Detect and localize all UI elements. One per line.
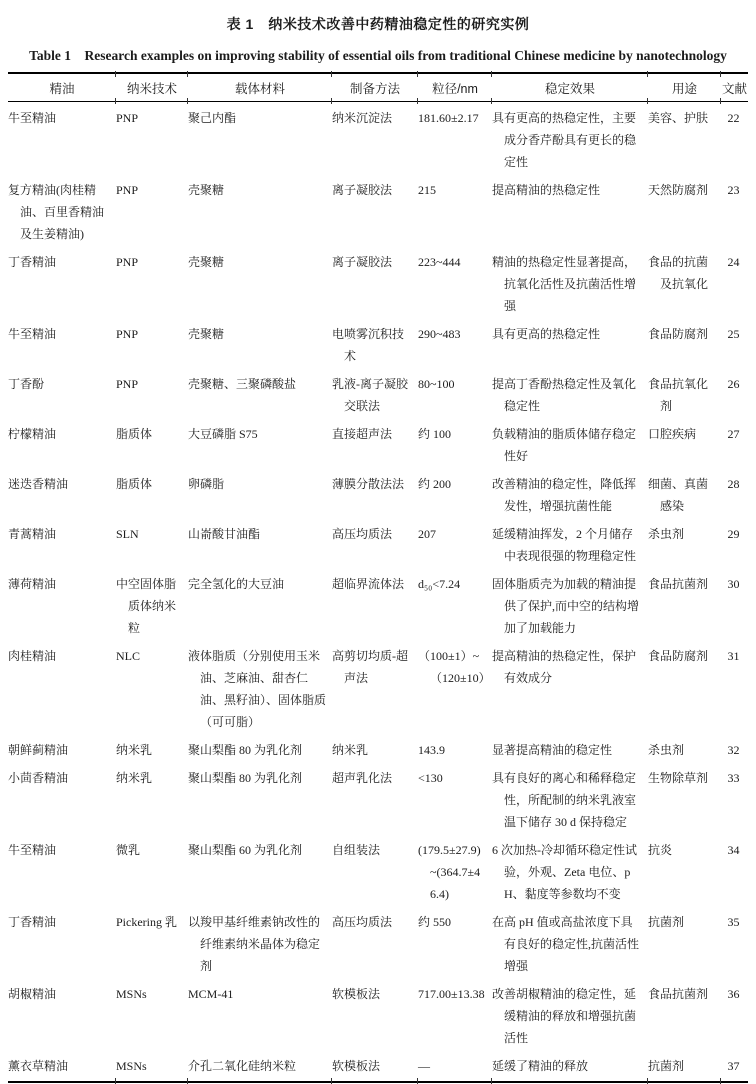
cell-nanotechnology: PNP [116, 183, 139, 197]
cell-nanotechnology: 纳米乳 [116, 743, 153, 757]
cell-reference: 36 [727, 987, 740, 1001]
cell-carrier-material: 壳聚糖 [188, 327, 225, 341]
cell-particle-size: 181.60±2.17 [418, 111, 479, 125]
cell-essential-oil: 迷迭香精油 [8, 477, 69, 491]
table-row [8, 521, 748, 571]
cell-carrier-material: 聚己内酯 [188, 111, 237, 125]
table-row [8, 737, 748, 765]
cell-preparation-method: 高剪切均质-超声法 [332, 649, 408, 685]
col-header-use: 用途 [648, 73, 721, 102]
cell-reference: 35 [727, 915, 740, 929]
cell-carrier-material: MCM-41 [188, 987, 234, 1001]
cell-reference: 34 [727, 843, 740, 857]
cell-use: 天然防腐剂 [648, 183, 709, 197]
cell-nanotechnology: PNP [116, 111, 139, 125]
cell-reference: 30 [727, 577, 740, 591]
cell-nanotechnology: Pickering 乳 [116, 915, 177, 929]
table-row [8, 371, 748, 421]
table-header-row [8, 73, 748, 102]
cell-particle-size: 717.00±13.38 [418, 987, 485, 1001]
cell-stability-effect: 提高精油的热稳定性，保护有效成分 [492, 649, 637, 685]
cell-reference: 37 [721, 1053, 748, 1082]
cell-nanotechnology: MSNs [116, 987, 147, 1001]
table-row [8, 471, 748, 521]
cell-stability-effect: 改善胡椒精油的稳定性，延缓精油的释放和增强抗菌活性 [492, 987, 637, 1045]
cell-particle-size: 约 550 [418, 915, 452, 929]
table-title-en: Table 1 Research examples on improving stability of essential oils from traditional Chinese medicine by nanotechnology [29, 48, 727, 63]
cell-particle-size: 215 [418, 183, 436, 197]
table-row [8, 421, 748, 471]
cell-preparation-method: 离子凝胶法 [332, 183, 393, 197]
cell-particle-size: d₅₀<7.24 [418, 577, 461, 591]
cell-carrier-material: 大豆磷脂 S75 [188, 427, 258, 441]
cell-preparation-method: 软模板法 [332, 987, 381, 1001]
cell-preparation-method: 高压均质法 [332, 915, 393, 929]
cell-carrier-material: 以羧甲基纤维素钠改性的纤维素纳米晶体为稳定剂 [188, 915, 321, 973]
cell-use: 食品的抗菌及抗氧化 [648, 255, 709, 291]
cell-carrier-material: 聚山梨酯 60 为乳化剂 [188, 843, 303, 857]
cell-nanotechnology: 微乳 [116, 843, 141, 857]
research-examples-table [8, 72, 748, 1083]
col-header-nanotechnology: 纳米技术 [116, 73, 188, 102]
cell-carrier-material: 聚山梨酯 80 为乳化剂 [188, 771, 303, 785]
cell-reference: 25 [727, 327, 740, 341]
cell-carrier-material: 介孔二氧化硅纳米粒 [188, 1053, 332, 1082]
col-header-reference: 文献 [721, 73, 748, 102]
cell-nanotechnology: PNP [116, 377, 139, 391]
cell-stability-effect: 负载精油的脂质体储存稳定性好 [492, 427, 637, 463]
cell-use: 食品防腐剂 [648, 327, 709, 341]
table-row [8, 177, 748, 249]
cell-essential-oil: 丁香酚 [8, 377, 45, 391]
table-row [8, 571, 748, 643]
cell-use: 抗菌剂 [648, 915, 685, 929]
cell-particle-size: 290~483 [418, 327, 461, 341]
cell-essential-oil: 肉桂精油 [8, 649, 57, 663]
cell-nanotechnology: 中空固体脂质体纳米粒 [116, 577, 177, 635]
cell-use: 杀虫剂 [648, 527, 685, 541]
table-row [8, 909, 748, 981]
cell-use: 杀虫剂 [648, 743, 685, 757]
cell-essential-oil: 丁香精油 [8, 915, 57, 929]
cell-essential-oil: 牛至精油 [8, 111, 57, 125]
cell-particle-size: （100±1）~（120±10） [418, 649, 491, 685]
cell-carrier-material: 壳聚糖、三聚磷酸盐 [188, 377, 297, 391]
table-row [8, 981, 748, 1053]
cell-reference: 27 [727, 427, 740, 441]
cell-essential-oil: 薰衣草精油 [8, 1059, 69, 1073]
cell-preparation-method: 离子凝胶法 [332, 255, 393, 269]
table-row [8, 643, 748, 737]
cell-preparation-method: 直接超声法 [332, 427, 393, 441]
table-row [8, 249, 748, 321]
cell-use: 生物除草剂 [648, 771, 709, 785]
cell-stability-effect: 具有更高的热稳定性 [492, 327, 601, 341]
cell-carrier-material: 壳聚糖 [188, 255, 225, 269]
cell-stability-effect: 延缓了精油的释放 [492, 1053, 648, 1082]
cell-carrier-material: 完全氢化的大豆油 [188, 577, 285, 591]
cell-reference: 26 [727, 377, 740, 391]
cell-stability-effect: 在高 pH 值或高盐浓度下具有良好的稳定性,抗菌活性增强 [492, 915, 640, 973]
cell-use: 食品抗菌剂 [648, 987, 709, 1001]
cell-stability-effect: 显著提高精油的稳定性 [492, 743, 613, 757]
cell-particle-size: 143.9 [418, 743, 445, 757]
cell-reference: 31 [727, 649, 740, 663]
cell-preparation-method: 自组装法 [332, 843, 381, 857]
cell-preparation-method: 高压均质法 [332, 527, 393, 541]
cell-reference: 22 [727, 111, 740, 125]
cell-nanotechnology: MSNs [116, 1053, 188, 1082]
cell-essential-oil: 小茴香精油 [8, 771, 69, 785]
table-row [8, 1053, 748, 1082]
cell-particle-size: (179.5±27.9)~(364.7±46.4) [418, 843, 481, 901]
cell-particle-size: 207 [418, 527, 436, 541]
table-body [8, 102, 748, 1083]
cell-carrier-material: 液体脂质（分别使用玉米油、芝麻油、甜杏仁油、黑籽油）、固体脂质（可可脂） [188, 649, 327, 729]
cell-use: 细菌、真菌感染 [648, 477, 709, 513]
cell-preparation-method: 超临界流体法 [332, 577, 405, 591]
cell-nanotechnology: NLC [116, 649, 140, 663]
cell-stability-effect: 6 次加热-冷却循环稳定性试验，外观、Zeta 电位、pH、黏度等参数均不变 [492, 843, 637, 901]
col-header-stability-effect: 稳定效果 [492, 73, 648, 102]
cell-stability-effect: 固体脂质壳为加载的精油提供了保护,而中空的结构增加了加载能力 [492, 577, 640, 635]
cell-nanotechnology: 脂质体 [116, 477, 153, 491]
cell-reference: 33 [727, 771, 740, 785]
col-header-carrier-material: 载体材料 [188, 73, 332, 102]
cell-particle-size: 80~100 [418, 377, 455, 391]
cell-particle-size: <130 [418, 771, 443, 785]
cell-particle-size: — [418, 1053, 492, 1082]
cell-stability-effect: 延缓精油挥发，2 个月储存中表现很强的物理稳定性 [492, 527, 637, 563]
cell-essential-oil: 青蒿精油 [8, 527, 57, 541]
table-title-zh: 表 1 纳米技术改善中药精油稳定性的研究实例 [226, 16, 530, 32]
cell-nanotechnology: SLN [116, 527, 139, 541]
cell-essential-oil: 薄荷精油 [8, 577, 57, 591]
cell-preparation-method: 纳米沉淀法 [332, 111, 393, 125]
cell-essential-oil: 胡椒精油 [8, 987, 57, 1001]
col-header-preparation-method: 制备方法 [332, 73, 418, 102]
table-row [8, 837, 748, 909]
cell-stability-effect: 提高丁香酚热稳定性及氧化稳定性 [492, 377, 637, 413]
cell-reference: 24 [727, 255, 740, 269]
cell-essential-oil: 复方精油(肉桂精油、百里香精油及生姜精油) [8, 183, 105, 241]
cell-preparation-method: 纳米乳 [332, 743, 369, 757]
cell-stability-effect: 具有更高的热稳定性，主要成分香芹酚具有更长的稳定性 [492, 111, 637, 169]
cell-carrier-material: 聚山梨酯 80 为乳化剂 [188, 743, 303, 757]
cell-particle-size: 223~444 [418, 255, 461, 269]
cell-nanotechnology: PNP [116, 327, 139, 341]
cell-preparation-method: 薄膜分散法法 [332, 477, 405, 491]
cell-reference: 29 [727, 527, 740, 541]
cell-stability-effect: 精油的热稳定性显著提高，抗氧化活性及抗菌活性增强 [492, 255, 637, 313]
cell-nanotechnology: PNP [116, 255, 139, 269]
cell-essential-oil: 牛至精油 [8, 327, 57, 341]
cell-preparation-method: 电喷雾沉积技术 [332, 327, 405, 363]
cell-use: 食品防腐剂 [648, 649, 709, 663]
col-header-essential-oil: 精油 [8, 73, 116, 102]
cell-carrier-material: 壳聚糖 [188, 183, 225, 197]
cell-stability-effect: 具有良好的离心和稀释稳定性，所配制的纳米乳液室温下储存 30 d 保持稳定 [492, 771, 637, 829]
cell-particle-size: 约 100 [418, 427, 452, 441]
cell-preparation-method: 软模板法 [332, 1053, 418, 1082]
cell-use: 抗炎 [648, 843, 673, 857]
cell-essential-oil: 牛至精油 [8, 843, 57, 857]
cell-stability-effect: 改善精油的稳定性，降低挥发性，增强抗菌性能 [492, 477, 637, 513]
cell-essential-oil: 朝鲜蓟精油 [8, 743, 69, 757]
cell-stability-effect: 提高精油的热稳定性 [492, 183, 601, 197]
cell-particle-size: 约 200 [418, 477, 452, 491]
cell-reference: 28 [727, 477, 740, 491]
table-row [8, 765, 748, 837]
table-row [8, 321, 748, 371]
cell-use: 抗菌剂 [648, 1053, 721, 1082]
cell-nanotechnology: 纳米乳 [116, 771, 153, 785]
table-row [8, 102, 748, 178]
cell-reference: 23 [727, 183, 740, 197]
cell-essential-oil: 丁香精油 [8, 255, 57, 269]
cell-use: 美容、护肤 [648, 111, 709, 125]
cell-carrier-material: 山嵛酸甘油酯 [188, 527, 261, 541]
cell-use: 口腔疾病 [648, 427, 697, 441]
cell-use: 食品抗菌剂 [648, 577, 709, 591]
col-header-particle-size: 粒径/nm [418, 73, 492, 102]
cell-use: 食品抗氧化剂 [648, 377, 709, 413]
cell-preparation-method: 乳液-离子凝胶交联法 [332, 377, 408, 413]
cell-reference: 32 [727, 743, 740, 757]
cell-nanotechnology: 脂质体 [116, 427, 153, 441]
cell-preparation-method: 超声乳化法 [332, 771, 393, 785]
cell-essential-oil: 柠檬精油 [8, 427, 57, 441]
cell-carrier-material: 卵磷脂 [188, 477, 225, 491]
